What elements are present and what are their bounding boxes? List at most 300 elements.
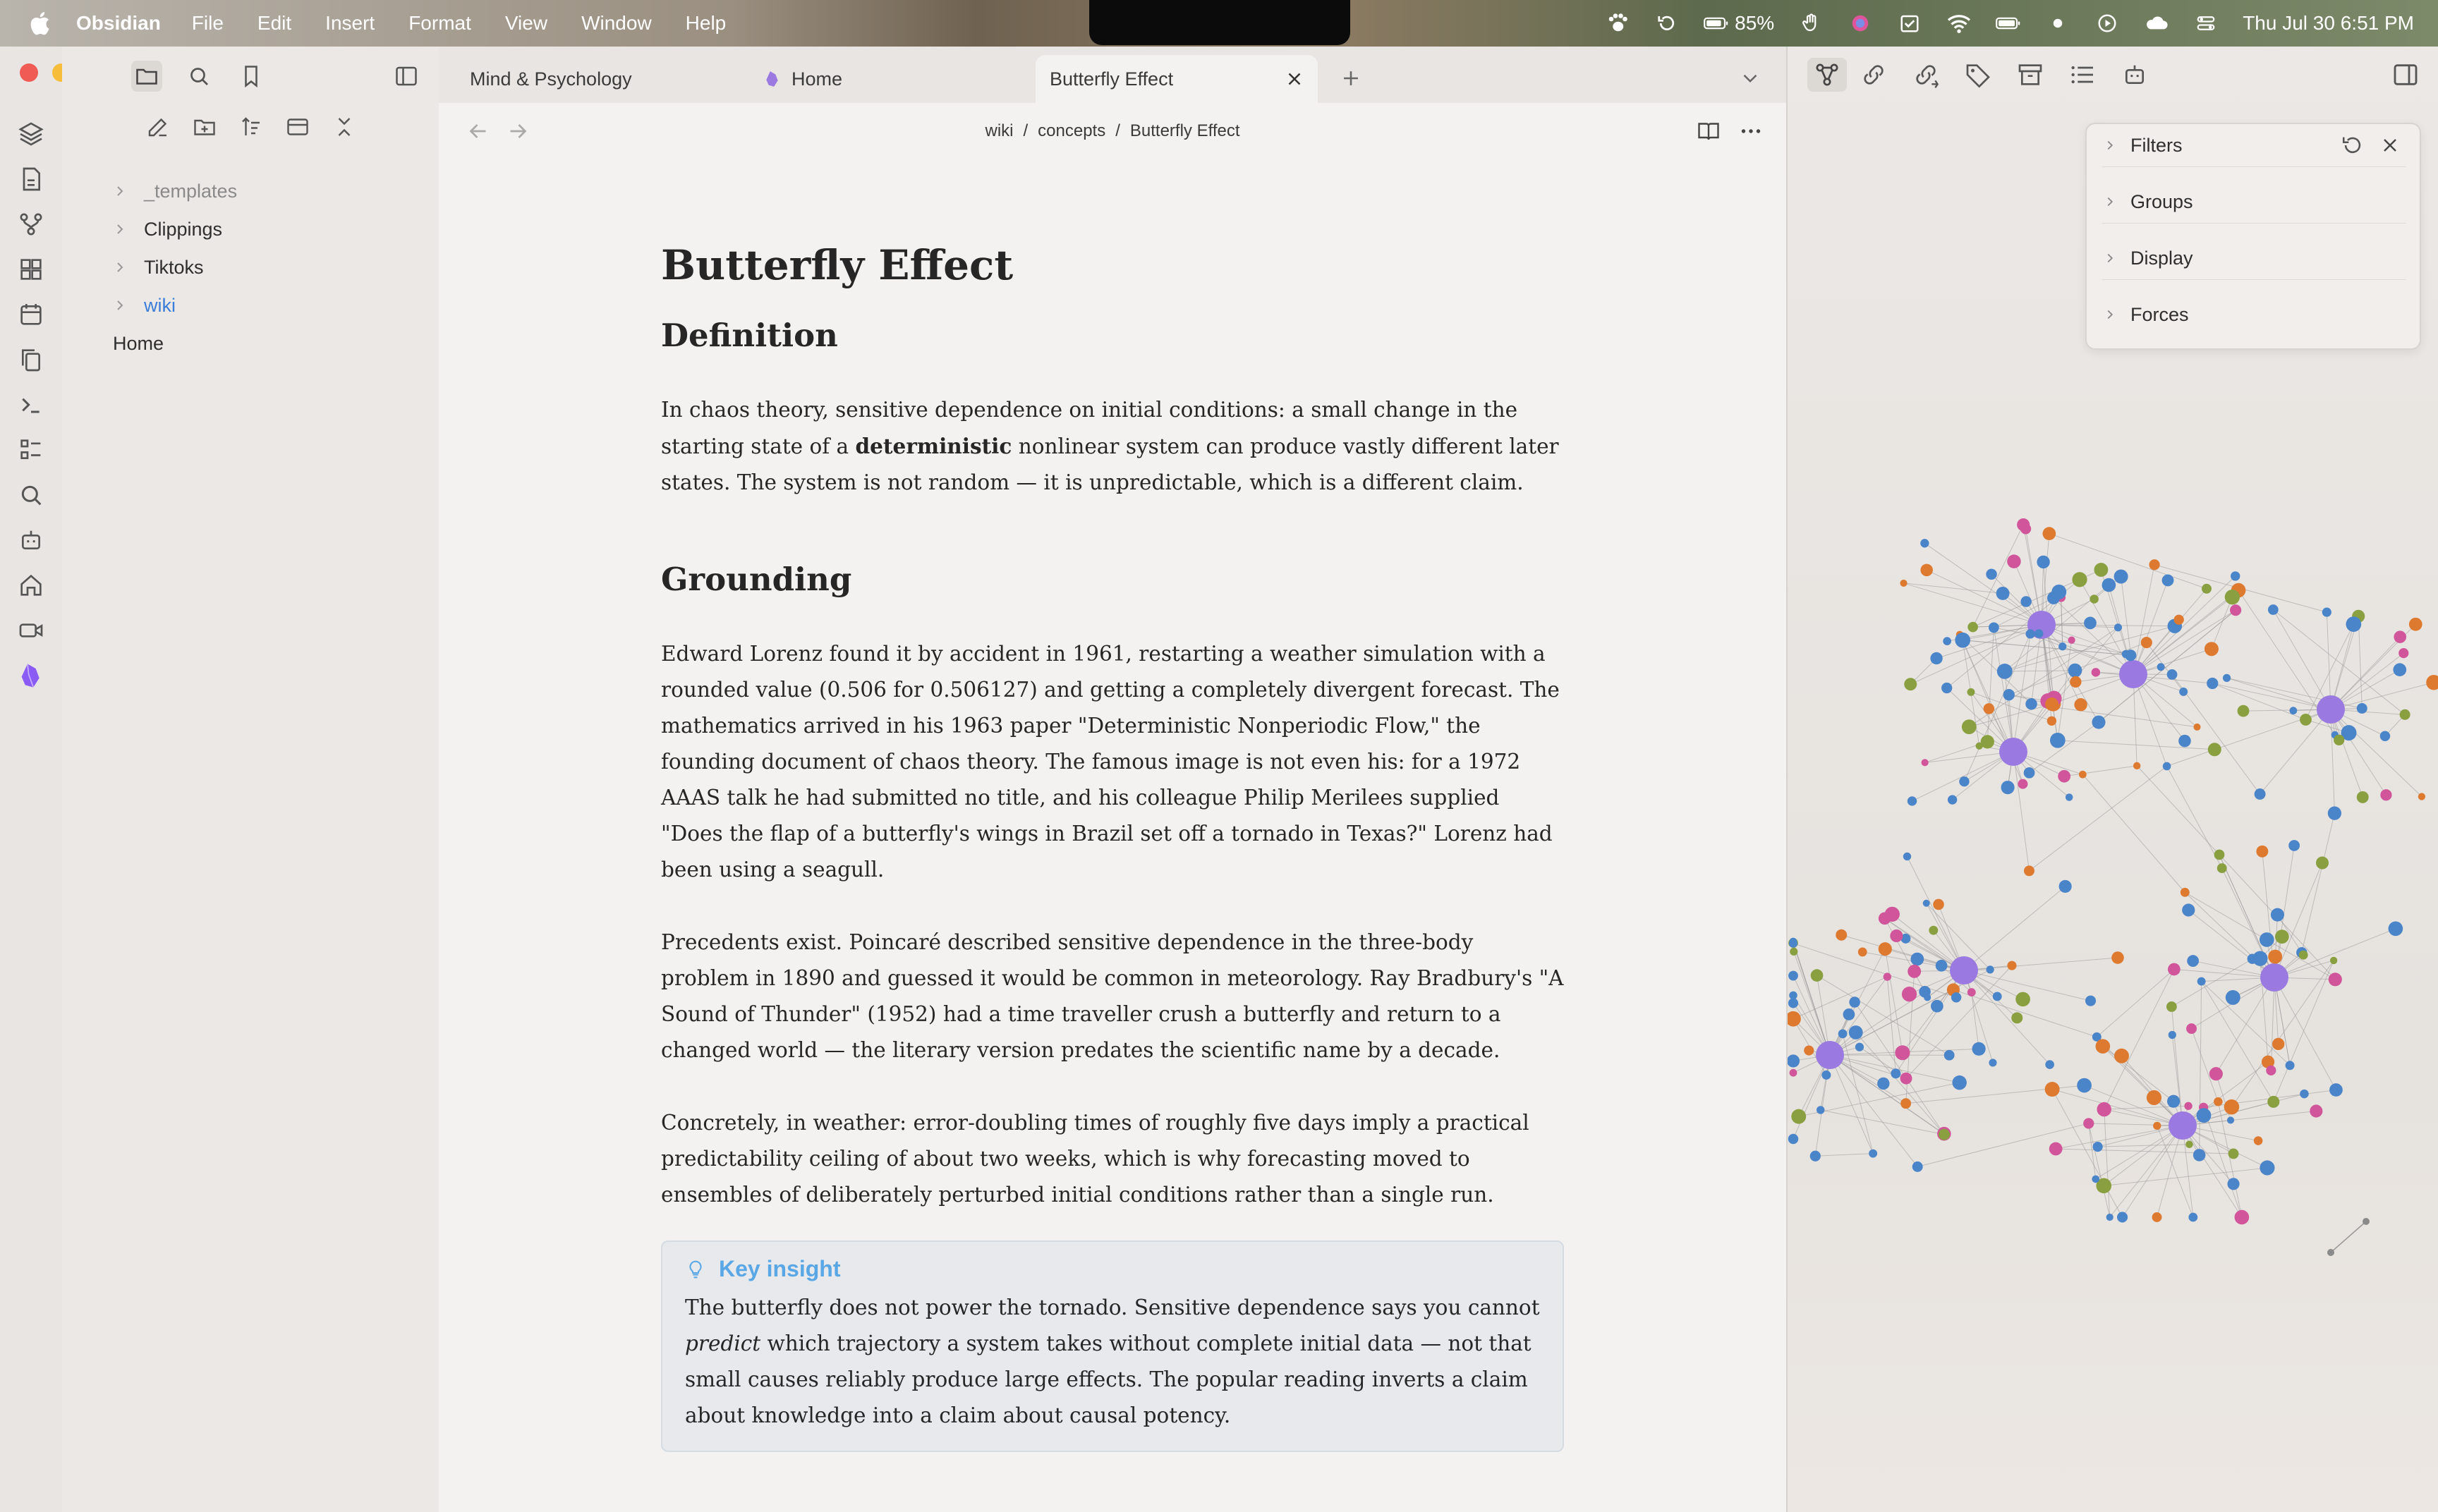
graph-node[interactable] [1910, 953, 1924, 966]
graph-node[interactable] [2207, 678, 2218, 689]
graph-node[interactable] [1788, 998, 1798, 1008]
graph-node[interactable] [2147, 1090, 2161, 1105]
graph-node[interactable] [2097, 1102, 2111, 1116]
graph-node[interactable] [1790, 938, 1797, 945]
graph-node[interactable] [2260, 932, 2274, 947]
new-folder-icon[interactable] [190, 113, 219, 141]
menu-help[interactable]: Help [685, 12, 727, 34]
graph-hub-node[interactable] [1816, 1041, 1844, 1069]
graph-node[interactable] [1879, 942, 1892, 956]
graph-node[interactable] [1790, 948, 1797, 956]
graph-node[interactable] [1817, 1106, 1824, 1114]
graph-node[interactable] [1930, 652, 1942, 664]
graph-node[interactable] [1810, 1151, 1821, 1162]
graph-node[interactable] [1959, 776, 1969, 786]
graph-node[interactable] [2045, 1060, 2054, 1069]
graph-node[interactable] [1939, 1129, 1950, 1140]
graph-node[interactable] [2024, 865, 2034, 876]
graph-node[interactable] [2255, 788, 2266, 800]
graph-node[interactable] [1912, 1162, 1923, 1172]
graph-node[interactable] [2092, 1176, 2099, 1183]
graph-node[interactable] [2271, 908, 2284, 922]
graph-node[interactable] [2193, 724, 2200, 731]
graph-node[interactable] [2077, 1078, 2092, 1093]
tree-folder-clippings[interactable] [111, 212, 222, 247]
graph-node[interactable] [2186, 1023, 2197, 1034]
more-options-icon[interactable] [1738, 118, 1764, 144]
wifi-icon[interactable] [1946, 13, 1972, 34]
sidebar-toggle-icon[interactable] [391, 61, 422, 92]
graph-node[interactable] [2020, 596, 2031, 606]
graph-node[interactable] [2011, 1012, 2022, 1023]
graph-node[interactable] [2141, 637, 2152, 648]
graph-node[interactable] [1879, 912, 1891, 925]
graph-node[interactable] [2227, 1178, 2239, 1190]
grid-icon[interactable] [17, 255, 45, 284]
graph-node[interactable] [2380, 789, 2391, 800]
graph-node[interactable] [2045, 697, 2058, 711]
graph-hub-node[interactable] [1999, 738, 2027, 766]
graph-node[interactable] [2034, 629, 2043, 638]
graph-node[interactable] [2018, 779, 2027, 789]
graph-node[interactable] [1858, 948, 1867, 957]
graph-node[interactable] [2248, 954, 2257, 964]
graph-node[interactable] [2272, 1038, 2284, 1050]
graph-node[interactable] [2153, 1122, 2161, 1130]
color-circle-icon[interactable] [1848, 13, 1873, 34]
battery-status[interactable] [1704, 12, 1774, 35]
graph-node[interactable] [1908, 965, 1921, 978]
outline-icon[interactable] [2068, 61, 2097, 89]
tab-bar [439, 47, 1786, 103]
graph-node[interactable] [1788, 1134, 1798, 1144]
graph-node[interactable] [2125, 650, 2136, 661]
graph-node[interactable] [2266, 1066, 2276, 1075]
graph-node[interactable] [2072, 572, 2087, 587]
play-circle-icon[interactable] [2094, 13, 2120, 34]
graph-node[interactable] [2007, 554, 2021, 568]
graph-node[interactable] [2398, 648, 2408, 658]
menubar-clock[interactable]: Thu Jul 30 6:51 PM [2243, 12, 2414, 34]
graph-node[interactable] [2182, 903, 2195, 916]
graph-node[interactable] [2163, 762, 2171, 771]
graph-node[interactable] [2288, 840, 2300, 851]
graph-node[interactable] [1838, 1029, 1848, 1038]
breadcrumb-current[interactable]: Butterfly Effect [1129, 121, 1240, 140]
graph-node[interactable] [2329, 973, 2342, 986]
restore-default-icon[interactable] [2341, 133, 2365, 157]
backlinks-icon[interactable] [1860, 61, 1888, 89]
graph-node[interactable] [2181, 888, 2190, 897]
graph-node[interactable] [2174, 615, 2184, 625]
graph-node[interactable] [1986, 965, 1994, 973]
graph-node[interactable] [1890, 929, 1903, 942]
graph-node[interactable] [2230, 604, 2241, 616]
graph-hub-node[interactable] [2119, 660, 2147, 688]
graph-node[interactable] [2204, 642, 2219, 656]
right-sidebar-toggle-icon[interactable] [2391, 61, 2420, 89]
graph-node[interactable] [1895, 1045, 1910, 1060]
graph-node[interactable] [1967, 688, 1975, 696]
graph-node[interactable] [2223, 674, 2231, 682]
graph-node[interactable] [2114, 570, 2128, 584]
graph-node[interactable] [2157, 663, 2165, 671]
graph-node[interactable] [1804, 1045, 1814, 1055]
graph-node[interactable] [1943, 637, 1951, 645]
hand-icon[interactable] [1798, 13, 1824, 34]
graph-node[interactable] [1933, 899, 1944, 910]
graph-node[interactable] [2254, 1136, 2263, 1145]
paw-icon[interactable] [1605, 13, 1630, 34]
graph-node[interactable] [2094, 563, 2108, 577]
graph-node[interactable] [2102, 578, 2116, 592]
graph-node[interactable] [2068, 636, 2075, 643]
menu-insert[interactable]: Insert [325, 12, 375, 34]
graph-node[interactable] [2079, 771, 2087, 779]
graph-view-tab-icon[interactable] [1807, 58, 1847, 92]
home-icon[interactable] [17, 571, 45, 599]
reading-view-icon[interactable] [1696, 118, 1721, 144]
graph-node[interactable] [2300, 1090, 2308, 1098]
graph-node[interactable] [2393, 663, 2406, 676]
graph-node[interactable] [2267, 1096, 2279, 1108]
graph-node[interactable] [1836, 929, 1847, 941]
graph-node[interactable] [2238, 705, 2250, 717]
graph-node[interactable] [1869, 1150, 1877, 1158]
graph-node[interactable] [2197, 1108, 2212, 1123]
graph-node[interactable] [2070, 676, 2081, 688]
menu-format[interactable]: Format [408, 12, 471, 34]
graph-node[interactable] [2093, 1142, 2103, 1152]
graph-node[interactable] [1941, 683, 1952, 693]
graph-node[interactable] [2357, 703, 2367, 714]
graph-node[interactable] [2085, 996, 2096, 1006]
graph-node[interactable] [1986, 569, 1996, 580]
graph-node[interactable] [1855, 1043, 1864, 1051]
knowledge-graph[interactable] [1788, 470, 2438, 1316]
graph-node[interactable] [1849, 996, 1860, 1008]
tree-folder-templates[interactable] [111, 173, 237, 209]
graph-node[interactable] [1984, 703, 1994, 714]
cloud-icon[interactable] [2144, 13, 2169, 34]
close-icon[interactable] [1284, 68, 1305, 90]
graph-node[interactable] [2268, 604, 2279, 615]
graph-node[interactable] [2389, 922, 2403, 937]
graph-node[interactable] [2084, 617, 2097, 630]
graph-node[interactable] [2268, 950, 2282, 964]
graph-node[interactable] [1924, 994, 1931, 1001]
graph-node[interactable] [2090, 595, 2099, 604]
graph-node[interactable] [2418, 793, 2425, 800]
graph-node[interactable] [2300, 714, 2312, 726]
graph-node[interactable] [1790, 1069, 1797, 1077]
graph-node[interactable] [2316, 857, 2329, 870]
graph-node[interactable] [2149, 559, 2159, 570]
copy-icon[interactable] [17, 346, 45, 374]
graph-node[interactable] [2166, 1001, 2177, 1012]
graph-node[interactable] [2074, 698, 2087, 711]
graph-groups-row[interactable] [2102, 181, 2406, 224]
graph-node[interactable] [2096, 1039, 2111, 1054]
graph-node[interactable] [1976, 743, 1983, 750]
graph-node[interactable] [1944, 1050, 1955, 1061]
tab-butterfly-effect[interactable] [1036, 55, 1318, 103]
graph-node[interactable] [2197, 977, 2206, 986]
graph-node[interactable] [2299, 951, 2308, 960]
graph-node[interactable] [2193, 1149, 2206, 1162]
graph-node[interactable] [2394, 630, 2406, 643]
graph-node[interactable] [1877, 1078, 1889, 1090]
app-menu[interactable]: Obsidian [76, 12, 161, 34]
graph-node[interactable] [2106, 1214, 2113, 1221]
graph-node[interactable] [1993, 992, 2002, 1001]
apple-icon[interactable] [27, 9, 55, 37]
graph-node[interactable] [2167, 1095, 2180, 1108]
file-doc-icon[interactable] [17, 165, 45, 193]
outgoing-links-icon[interactable] [1912, 61, 1940, 89]
graph-node[interactable] [2310, 1104, 2322, 1117]
graph-node[interactable] [2357, 791, 2369, 803]
graph-node[interactable] [2214, 850, 2225, 860]
graph-node[interactable] [2228, 1149, 2239, 1159]
graph-node[interactable] [1788, 971, 1798, 981]
graph-node[interactable] [1920, 564, 1933, 577]
graph-node[interactable] [2045, 1082, 2060, 1097]
graph-node[interactable] [2322, 608, 2331, 617]
right-pane-toolbar [1788, 47, 2438, 103]
tree-folder-tiktoks[interactable] [111, 250, 204, 285]
graph-forces-row[interactable] [2102, 293, 2406, 336]
graph-node[interactable] [2003, 689, 2015, 700]
graph-node[interactable] [2133, 762, 2140, 769]
graph-node[interactable] [2167, 669, 2178, 680]
graph-node[interactable] [2168, 963, 2181, 976]
graph-node[interactable] [1952, 1075, 1966, 1090]
graph-node[interactable] [1908, 796, 1917, 805]
graph-node[interactable] [2260, 1160, 2274, 1175]
graph-node[interactable] [2256, 846, 2268, 858]
graph-node[interactable] [2083, 1118, 2094, 1128]
graph-node[interactable] [2092, 716, 2105, 729]
graph-node[interactable] [1931, 1000, 1943, 1013]
graph-node[interactable] [2400, 709, 2410, 720]
graph-node[interactable] [2202, 584, 2212, 594]
graph-node[interactable] [2068, 664, 2082, 678]
graph-node[interactable] [1843, 1008, 1855, 1020]
bot-icon[interactable] [2121, 61, 2149, 89]
graph-node[interactable] [2329, 1083, 2343, 1097]
search-icon[interactable] [183, 61, 214, 92]
tab-home[interactable] [763, 55, 975, 103]
graph-filters-row[interactable] [2102, 124, 2406, 167]
graph-node[interactable] [2007, 961, 2016, 970]
graph-node[interactable] [2001, 781, 2015, 794]
graph-edge [2133, 589, 2207, 674]
graph-node[interactable] [1900, 1098, 1911, 1109]
graph-node[interactable] [2208, 743, 2221, 756]
graph-node[interactable] [1989, 622, 1999, 633]
graph-node[interactable] [1967, 988, 1976, 996]
graph-node[interactable] [1900, 580, 1907, 587]
graph-node[interactable] [2024, 767, 2035, 779]
chevron-down-icon[interactable] [1738, 66, 1762, 90]
graph-node[interactable] [1948, 795, 1957, 804]
graph-node[interactable] [2047, 717, 2056, 726]
video-icon[interactable] [17, 616, 45, 645]
sync-icon[interactable] [1654, 13, 1680, 34]
layers-icon[interactable] [17, 120, 45, 148]
bot-icon[interactable] [17, 526, 45, 554]
graph-node[interactable] [1903, 853, 1911, 860]
graph-control-label: Groups [2130, 190, 2193, 212]
graph-node[interactable] [1989, 1059, 1996, 1066]
search-icon[interactable] [17, 481, 45, 509]
graph-node[interactable] [2225, 590, 2240, 604]
graph-node[interactable] [2025, 698, 2037, 709]
checkbox-calendar-icon[interactable] [1897, 13, 1922, 34]
graph-node[interactable] [2235, 1210, 2250, 1225]
graph-node[interactable] [2015, 992, 2030, 1007]
graph-node[interactable] [2037, 556, 2049, 568]
graph-node[interactable] [2409, 618, 2422, 631]
graph-node[interactable] [2226, 990, 2240, 1005]
graph-display-row[interactable] [2102, 237, 2406, 280]
graph-node[interactable] [2051, 585, 2066, 599]
battery-full-icon[interactable] [1996, 13, 2021, 34]
graph-node[interactable] [2152, 1212, 2162, 1222]
git-branch-icon[interactable] [17, 210, 45, 238]
dot-icon[interactable] [2045, 13, 2070, 34]
graph-node[interactable] [1929, 926, 1938, 935]
graph-node[interactable] [1967, 622, 1978, 633]
graph-node[interactable] [2117, 1212, 2128, 1222]
breadcrumb-wiki[interactable]: wiki [985, 121, 1014, 140]
graph-node[interactable] [2042, 527, 2056, 540]
graph-node[interactable] [1955, 633, 1970, 648]
graph-node[interactable] [2092, 668, 2101, 677]
graph-node[interactable] [2114, 1049, 2129, 1063]
close-window-button[interactable] [20, 63, 38, 82]
graph-node[interactable] [1922, 759, 1929, 766]
graph-node[interactable] [1902, 987, 1917, 1001]
graph-node[interactable] [2178, 735, 2191, 748]
graph-node[interactable] [2184, 1102, 2192, 1110]
graph-node[interactable] [2328, 807, 2341, 820]
graph-node[interactable] [2059, 880, 2072, 893]
graph-node[interactable] [2179, 688, 2188, 696]
graph-node[interactable] [1821, 1071, 1831, 1080]
graph-node[interactable] [2026, 629, 2035, 638]
graph-node[interactable] [1900, 1073, 1912, 1085]
graph-node[interactable] [2187, 955, 2199, 967]
graph-node[interactable] [1788, 1054, 1800, 1067]
graph-node[interactable] [2188, 1213, 2197, 1222]
graph-node[interactable] [2275, 929, 2289, 944]
graph-hub-node[interactable] [2169, 1111, 2197, 1140]
graph-node[interactable] [2049, 1142, 2063, 1156]
graph-node[interactable] [2227, 1116, 2234, 1123]
graph-node[interactable] [1884, 973, 1891, 980]
auto-reveal-icon[interactable] [284, 113, 312, 141]
graph-node[interactable] [1904, 678, 1917, 690]
graph-node[interactable] [1936, 960, 1948, 972]
graph-node[interactable] [2346, 616, 2361, 632]
graph-hub-node[interactable] [1950, 956, 1978, 984]
graph-node[interactable] [2231, 571, 2240, 580]
graph-node[interactable] [2114, 623, 2122, 631]
graph-node[interactable] [1791, 1109, 1806, 1124]
control-center-icon[interactable] [2193, 13, 2219, 34]
menu-file[interactable]: File [191, 12, 224, 34]
graph-node[interactable] [2289, 707, 2297, 714]
tab-mind-psychology[interactable] [470, 55, 703, 103]
archive-icon[interactable] [2016, 61, 2044, 89]
menu-window[interactable]: Window [581, 12, 652, 34]
graph-node[interactable] [2380, 731, 2390, 741]
graph-node[interactable] [2066, 793, 2073, 801]
new-note-icon[interactable] [144, 113, 172, 141]
terminal-icon[interactable] [17, 391, 45, 419]
tag-icon[interactable] [1964, 61, 1992, 89]
graph-node[interactable] [2330, 957, 2337, 964]
sort-icon[interactable] [237, 113, 265, 141]
tree-file-home[interactable] [113, 326, 164, 361]
graph-node[interactable] [2169, 1031, 2176, 1039]
graph-node[interactable] [1923, 900, 1930, 907]
graph-node[interactable] [1972, 1042, 1986, 1056]
graph-node[interactable] [2217, 863, 2227, 873]
obsidian-logo-icon[interactable] [17, 662, 45, 690]
graph-node[interactable] [1811, 969, 1824, 982]
graph-node[interactable] [2185, 1141, 2193, 1148]
graph-node[interactable] [2050, 733, 2066, 748]
graph-node[interactable] [1951, 992, 1961, 1002]
graph-node[interactable] [1891, 1068, 1900, 1078]
graph-hub-node[interactable] [2260, 963, 2288, 992]
list-check-icon[interactable] [17, 436, 45, 464]
new-tab-icon[interactable] [1339, 66, 1363, 90]
graph-node[interactable] [1962, 719, 1977, 734]
graph-node[interactable] [2426, 675, 2438, 690]
close-icon[interactable] [2379, 134, 2401, 157]
graph-node[interactable] [2111, 951, 2124, 964]
graph-node[interactable] [2058, 642, 2066, 650]
collapse-all-icon[interactable] [330, 113, 358, 141]
graph-node[interactable] [2017, 518, 2030, 531]
graph-node[interactable] [1920, 539, 1929, 547]
graph-hub-node[interactable] [2317, 695, 2345, 724]
breadcrumb-concepts[interactable]: concepts [1038, 121, 1106, 140]
graph-node[interactable] [2209, 1067, 2223, 1080]
calendar-icon[interactable] [17, 300, 45, 329]
graph-node[interactable] [1849, 1025, 1863, 1040]
graph-node[interactable] [2214, 1097, 2223, 1106]
graph-node[interactable] [1996, 587, 2010, 600]
graph-node[interactable] [2224, 1099, 2240, 1115]
menu-view[interactable]: View [504, 12, 548, 34]
graph-node[interactable] [2363, 1218, 2370, 1225]
folder-icon[interactable] [131, 61, 162, 92]
bookmark-icon[interactable] [236, 61, 267, 92]
tree-folder-wiki[interactable] [111, 288, 176, 323]
graph-node[interactable] [2162, 575, 2174, 587]
graph-node[interactable] [2334, 735, 2344, 745]
graph-node[interactable] [2058, 770, 2070, 783]
graph-node[interactable] [1997, 664, 2013, 679]
menu-edit[interactable]: Edit [257, 12, 292, 34]
graph-node[interactable] [2286, 1061, 2295, 1070]
graph-node[interactable] [2327, 1249, 2334, 1256]
